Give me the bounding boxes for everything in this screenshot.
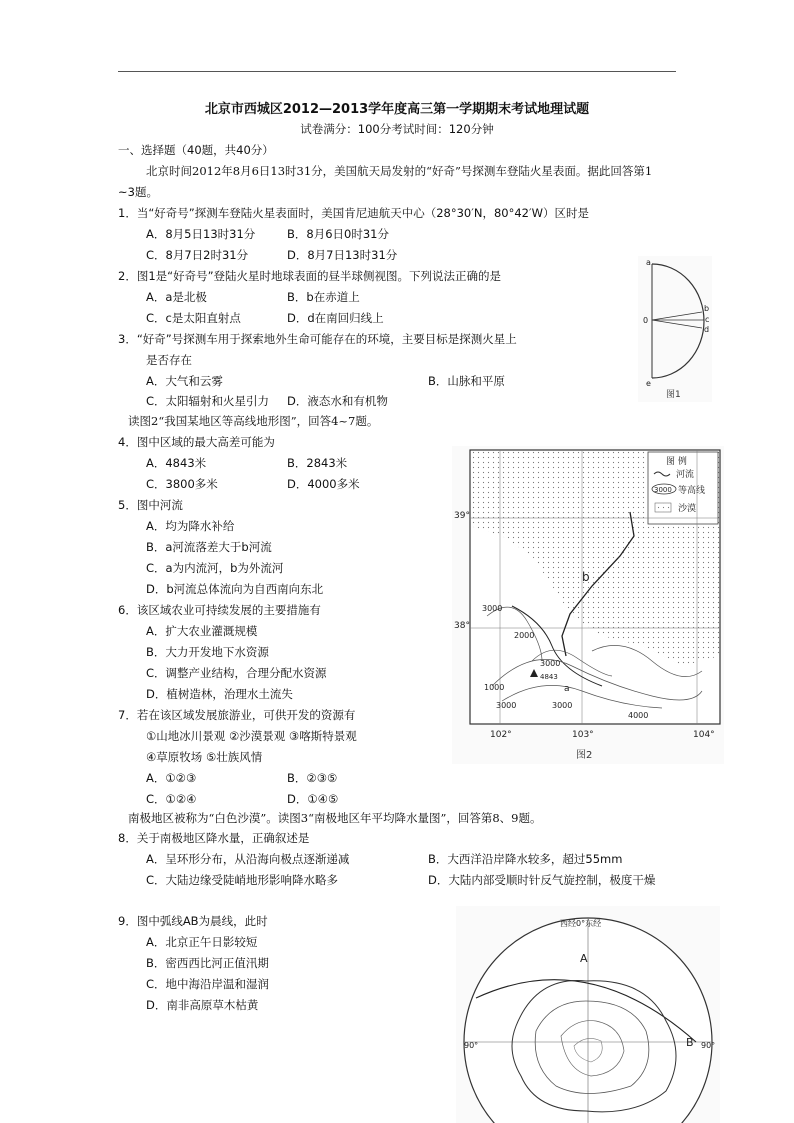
fig2-legend-contour: 等高线 xyxy=(678,486,706,496)
q2-option-d[interactable]: D．d在南回归线上 xyxy=(287,311,384,325)
q5-option-c[interactable]: C．a为内流河，b为外流河 xyxy=(146,561,284,575)
fig3-top-label: 西经0°东经 xyxy=(560,919,602,928)
fig1-label-d: d xyxy=(704,325,710,334)
fig2-lat-38: 38° xyxy=(454,621,470,631)
q4-option-a[interactable]: A．4843米 xyxy=(146,456,207,470)
fig2-lon-104: 104° xyxy=(693,730,715,740)
question-5: 5．图中河流 xyxy=(118,498,183,512)
q3-option-d[interactable]: D．液态水和有机物 xyxy=(287,394,388,408)
q5-option-d[interactable]: D．b河流总体流向为自西南向东北 xyxy=(146,582,324,596)
fig2-legend-contour-value: 3000 xyxy=(654,486,672,494)
fig3-right-label: 90° xyxy=(701,1041,716,1050)
fig3-label-A: A xyxy=(580,952,588,965)
q9-option-d[interactable]: D．南非高原草木枯黄 xyxy=(146,998,259,1012)
section-heading: 一、选择题（40题，共40分） xyxy=(118,143,274,157)
q2-option-a[interactable]: A．a是北极 xyxy=(146,290,207,304)
q4-option-c[interactable]: C．3800多米 xyxy=(146,477,218,491)
figure-2 xyxy=(452,446,724,764)
q1-option-d[interactable]: D．8月7日13时31分 xyxy=(287,248,398,262)
q1-option-b[interactable]: B．8月6日0时31分 xyxy=(287,227,389,241)
q5-option-b[interactable]: B．a河流落差大于b河流 xyxy=(146,540,272,554)
q8-option-c[interactable]: C．大陆边缘受陡峭地形影响降水略多 xyxy=(146,873,339,887)
q4-option-d[interactable]: D．4000多米 xyxy=(287,477,360,491)
fig2-contour-label-7: 3000 xyxy=(496,701,517,710)
exam-info: 试卷满分：100分考试时间：120分钟 xyxy=(300,122,494,136)
q8-option-b[interactable]: B．大西洋沿岸降水较多，超过55mm xyxy=(428,852,623,866)
fig1-label-b: b xyxy=(704,304,710,313)
q7-option-d[interactable]: D．①④⑤ xyxy=(287,792,339,806)
question-8: 8．关于南极地区降水量，正确叙述是 xyxy=(118,831,310,845)
q7-choices-2: ④草原牧场 ⑤壮族风情 xyxy=(146,750,263,764)
fig2-lat-39: 39° xyxy=(454,511,470,521)
intro-1-3: 北京时间2012年8月6日13时31分，美国航天局发射的“好奇”号探测车登陆火星表面。据此回答第1 xyxy=(146,164,653,178)
fig1-label-a: a xyxy=(646,258,651,267)
fig3-left-label: 90° xyxy=(464,1041,479,1050)
question-7: 7．若在该区域发展旅游业，可供开发的资源有 xyxy=(118,708,356,722)
fig3-label-B: B xyxy=(686,1036,694,1049)
fig2-contour-label-1: 3000 xyxy=(482,604,503,613)
fig2-lon-103: 103° xyxy=(572,730,594,740)
q9-option-b[interactable]: B．密西西比河正值汛期 xyxy=(146,956,269,970)
q1-option-c[interactable]: C．8月7日2时31分 xyxy=(146,248,249,262)
q6-option-b[interactable]: B．大力开发地下水资源 xyxy=(146,645,269,659)
intro-1-3-cont: ~3题。 xyxy=(118,185,158,199)
fig2-contour-label-3: 3000 xyxy=(540,659,561,668)
q9-option-a[interactable]: A．北京正午日影较短 xyxy=(146,935,258,949)
question-3: 3．“好奇”号探测车用于探索地外生命可能存在的环境，主要目标是探测火星上 xyxy=(118,332,517,346)
q6-option-a[interactable]: A．扩大农业灌溉规模 xyxy=(146,624,258,638)
q6-option-d[interactable]: D．植树造林，治理水土流失 xyxy=(146,687,293,701)
question-2: 2．图1是“好奇号”登陆火星时地球表面的昼半球侧视图。下列说法正确的是 xyxy=(118,269,502,283)
q7-option-a[interactable]: A．①②③ xyxy=(146,771,197,785)
figure-3 xyxy=(456,906,720,1123)
q7-choices-1: ①山地冰川景观 ②沙漠景观 ③喀斯特景观 xyxy=(146,729,357,743)
fig1-label-0: 0 xyxy=(643,316,649,325)
fig2-contour-label-6: 3000 xyxy=(552,701,573,710)
q5-option-a[interactable]: A．均为降水补给 xyxy=(146,519,235,533)
fig2-river-b: b xyxy=(582,570,590,584)
figure-1 xyxy=(638,256,712,402)
q2-option-c[interactable]: C．c是太阳直射点 xyxy=(146,311,241,325)
intro-8-9: 南极地区被称为“白色沙漠”。读图3“南极地区年平均降水量图”，回答第8、9题。 xyxy=(128,811,542,825)
fig2-contour-label-5: 4000 xyxy=(628,711,649,720)
q7-option-c[interactable]: C．①②④ xyxy=(146,792,197,806)
q3-option-c[interactable]: C．太阳辐射和火星引力 xyxy=(146,394,270,408)
question-4: 4．图中区域的最大高差可能为 xyxy=(118,435,275,449)
fig2-lon-102: 102° xyxy=(490,730,512,740)
fig2-river-a: a xyxy=(564,684,570,694)
q4-option-b[interactable]: B．2843米 xyxy=(287,456,348,470)
question-3-cont: 是否存在 xyxy=(146,353,192,367)
fig1-label-c: c xyxy=(705,315,710,324)
question-9: 9．图中弧线AB为晨线，此时 xyxy=(118,914,268,928)
question-6: 6．该区域农业可持续发展的主要措施有 xyxy=(118,603,321,617)
q3-option-a[interactable]: A．大气和云雾 xyxy=(146,374,223,388)
fig2-peak-label: 4843 xyxy=(540,673,558,681)
fig2-contour-label-4: 1000 xyxy=(484,683,505,692)
fig2-legend-title: 图 例 xyxy=(666,457,687,467)
fig2-legend-river: 河流 xyxy=(676,470,695,480)
q7-option-b[interactable]: B．②③⑤ xyxy=(287,771,338,785)
fig2-contour-label-2: 2000 xyxy=(514,631,535,640)
fig2-legend-desert: 沙漠 xyxy=(678,504,697,514)
q6-option-c[interactable]: C．调整产业结构，合理分配水资源 xyxy=(146,666,327,680)
fig1-caption: 图1 xyxy=(666,390,681,400)
q8-option-a[interactable]: A．呈环形分布，从沿海向极点逐渐递减 xyxy=(146,852,350,866)
question-1: 1．当“好奇号”探测车登陆火星表面时，美国肯尼迪航天中心（28°30′N，80°42′W）区时是 xyxy=(118,206,589,220)
page-title: 北京市西城区2012—2013学年度高三第一学期期末考试地理试题 xyxy=(204,102,590,117)
fig2-caption: 图2 xyxy=(576,750,593,761)
q3-option-b[interactable]: B．山脉和平原 xyxy=(428,374,505,388)
q8-option-d[interactable]: D．大陆内部受顺时针反气旋控制，极度干燥 xyxy=(428,873,656,887)
header-rule xyxy=(118,71,676,72)
fig1-label-e: e xyxy=(646,379,651,388)
q2-option-b[interactable]: B．b在赤道上 xyxy=(287,290,360,304)
q9-option-c[interactable]: C．地中海沿岸温和湿润 xyxy=(146,977,270,991)
intro-4-7: 读图2“我国某地区等高线地形图”，回答4~7题。 xyxy=(128,414,379,428)
q1-option-a[interactable]: A．8月5日13时31分 xyxy=(146,227,256,241)
